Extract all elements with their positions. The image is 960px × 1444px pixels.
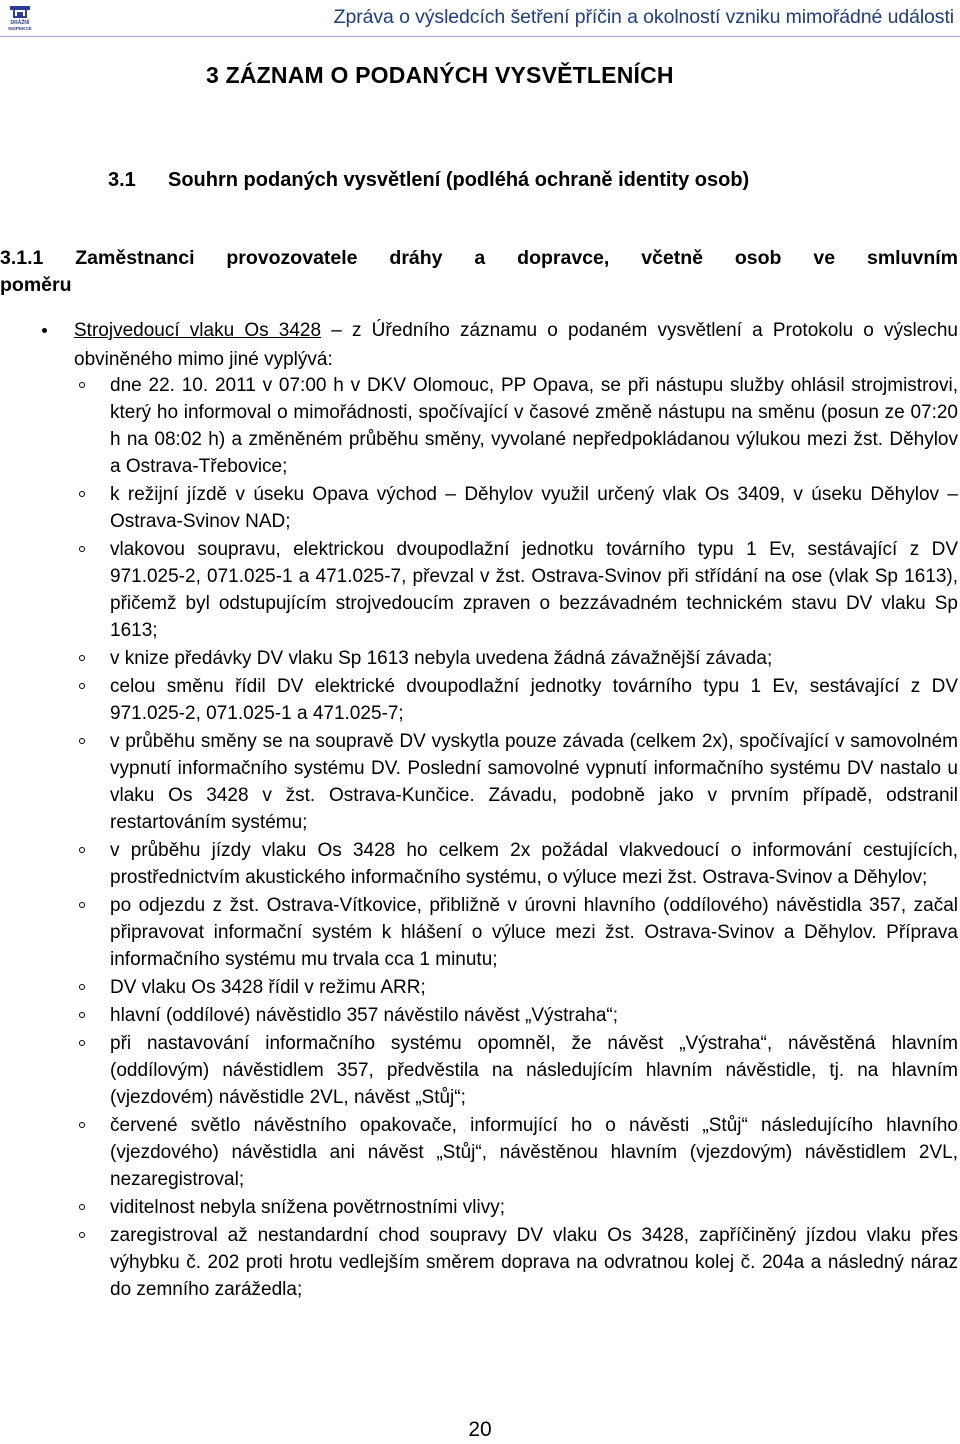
- list-item-text: vlakovou soupravu, elektrickou dvoupodlažní jednotku továrního typu 1 Ev, sestávající z DV 971.025-2, 071.025-1 a 471.025-7, převzal v žst. Ostrava-Svinov při střídání na ose (vlak Sp 1613), přičemž byl odstupujícím strojvedoucím zpraven o bezzávadném technickém stavu DV vlaku Sp 1613;: [110, 539, 958, 641]
- list-item: [0, 1194, 958, 1221]
- subsection-heading-line2: poměru: [0, 274, 72, 296]
- list-item: [0, 481, 958, 535]
- page-number: 20: [468, 1418, 492, 1441]
- bullet-dot-icon: [42, 328, 47, 333]
- list-item-text: v knize předávky DV vlaku Sp 1613 nebyla uvedena žádná závažnější závada;: [110, 648, 773, 669]
- circle-bullet-icon: [79, 1204, 85, 1210]
- person-bullet-rest: – z Úředního záznamu o podaném vysvětlení a Protokolu o výslechu obviněného mimo jiné vyplývá:: [74, 320, 958, 370]
- circle-bullet-icon: [79, 655, 85, 661]
- circle-bullet-icon: [79, 1232, 85, 1238]
- section-number: 3.1: [108, 169, 136, 191]
- list-item: [0, 837, 958, 891]
- list-item: [0, 1030, 958, 1111]
- section-heading: [108, 169, 749, 192]
- logo-text-bottom: INSPEKCE: [8, 26, 32, 31]
- circle-bullet-icon: [79, 902, 85, 908]
- chapter-heading: 3 ZÁZNAM O PODANÝCH VYSVĚTLENÍCH: [206, 62, 674, 88]
- drazni-inspekce-logo: [2, 2, 38, 32]
- list-item-text: v průběhu směny se na soupravě DV vyskytla pouze závada (celkem 2x), spočívající v samovolném vypnutí informačního systému DV. Poslední samovolné vypnutí informačního systému DV nastalo u vlaku Os 3428 v žst. Ostrava-Kunčice. Závadu, podobně jako v prvním případě, odstranil restartováním systému;: [110, 731, 958, 833]
- list-item: [0, 974, 958, 1001]
- logo-text-top: DRÁŽNÍ: [10, 20, 30, 26]
- circle-bullet-icon: [79, 1122, 85, 1128]
- subsection-heading-line1: 3.1.1 Zaměstnanci provozovatele dráhy a dopravce, včetně osob ve smluvním: [0, 247, 958, 269]
- circle-bullet-icon: [79, 984, 85, 990]
- list-item-text: DV vlaku Os 3428 řídil v režimu ARR;: [110, 977, 426, 998]
- circle-bullet-icon: [79, 546, 85, 552]
- list-item: [0, 372, 958, 480]
- list-item-text: červené světlo návěstního opakovače, informující ho o návěsti „Stůj“ následujícího hlavního (vjezdového) návěstidla ani návěst „Stůj“, návěstěnou hlavním (vjezdovým) návěstidlem 2VL, nezaregistroval;: [110, 1115, 958, 1190]
- list-item: [0, 1002, 958, 1029]
- person-role: Strojvedoucí vlaku Os 3428: [74, 320, 322, 341]
- circle-bullet-icon: [79, 382, 85, 388]
- circle-bullet-icon: [79, 1040, 85, 1046]
- list-item: [0, 645, 958, 672]
- circle-bullet-icon: [79, 738, 85, 744]
- list-item-text: zaregistroval až nestandardní chod soupravy DV vlaku Os 3428, zapříčiněný jízdou vlaku přes výhybku č. 202 proti hrotu vedlejším směrem doprava na odvratnou kolej č. 204a a následný náraz do zemního zarážedla;: [110, 1225, 958, 1300]
- list-item-text: k režijní jízdě v úseku Opava východ – Děhylov využil určený vlak Os 3409, v úseku Děhylov – Ostrava-Svinov NAD;: [110, 484, 958, 532]
- list-item-text: hlavní (oddílové) návěstidlo 357 návěstilo návěst „Výstraha“;: [110, 1005, 618, 1026]
- section-title: Souhrn podaných vysvětlení (podléhá ochraně identity osob): [168, 169, 750, 191]
- statement-list: [0, 372, 958, 1304]
- list-item-text: při nastavování informačního systému opomněl, že návěst „Výstraha“, návěstěná hlavním (oddílovým) návěstidlem 357, předvěstila na následujícím hlavním návěstidle, tj. na hlavním (vjezdovém) návěstidle 2VL, návěst „Stůj“;: [110, 1033, 958, 1108]
- list-item: [0, 1112, 958, 1193]
- list-item-text: dne 22. 10. 2011 v 07:00 h v DKV Olomouc, PP Opava, se při nástupu služby ohlásil strojmistrovi, který ho informoval o mimořádnosti, spočívající v časové změně nástupu na směnu (posun ze 07:20 h na 08:02 h) a změněném průběhu směny, vyvolané nepředpokládanou výlukou mezi žst. Děhylov a Ostrava-Třebovice;: [110, 375, 958, 477]
- list-item-text: po odjezdu z žst. Ostrava-Vítkovice, přibližně v úrovni hlavního (oddílového) návěstidla 357, začal připravovat informační systém k hlášení o výluce mezi žst. Ostrava-Svinov a Děhylov. Příprava informačního systému mu trvala cca 1 minutu;: [110, 895, 958, 970]
- list-item: [0, 892, 958, 973]
- circle-bullet-icon: [79, 491, 85, 497]
- person-bullet-text: [74, 316, 958, 374]
- running-header: Zpráva o výsledcích šetření příčin a okolností vzniku mimořádné události: [333, 6, 954, 28]
- list-item-text: celou směnu řídil DV elektrické dvoupodlažní jednotky továrního typu 1 Ev, sestávající z DV 971.025-2, 071.025-1 a 471.025-7;: [110, 676, 958, 724]
- list-item-text: v průběhu jízdy vlaku Os 3428 ho celkem 2x požádal vlakvedoucí o informování cestujících, prostřednictvím akustického informačního systému, o výluce mezi žst. Ostrava-Svinov a Děhylov;: [110, 840, 958, 888]
- list-item: [0, 728, 958, 836]
- list-item: [0, 536, 958, 644]
- subsection-heading: [0, 245, 958, 299]
- list-item-text: viditelnost nebyla snížena povětrnostními vlivy;: [110, 1197, 505, 1218]
- circle-bullet-icon: [79, 847, 85, 853]
- list-item: [0, 1222, 958, 1303]
- circle-bullet-icon: [79, 1012, 85, 1018]
- list-item: [0, 673, 958, 727]
- header-divider: [0, 36, 960, 37]
- circle-bullet-icon: [79, 683, 85, 689]
